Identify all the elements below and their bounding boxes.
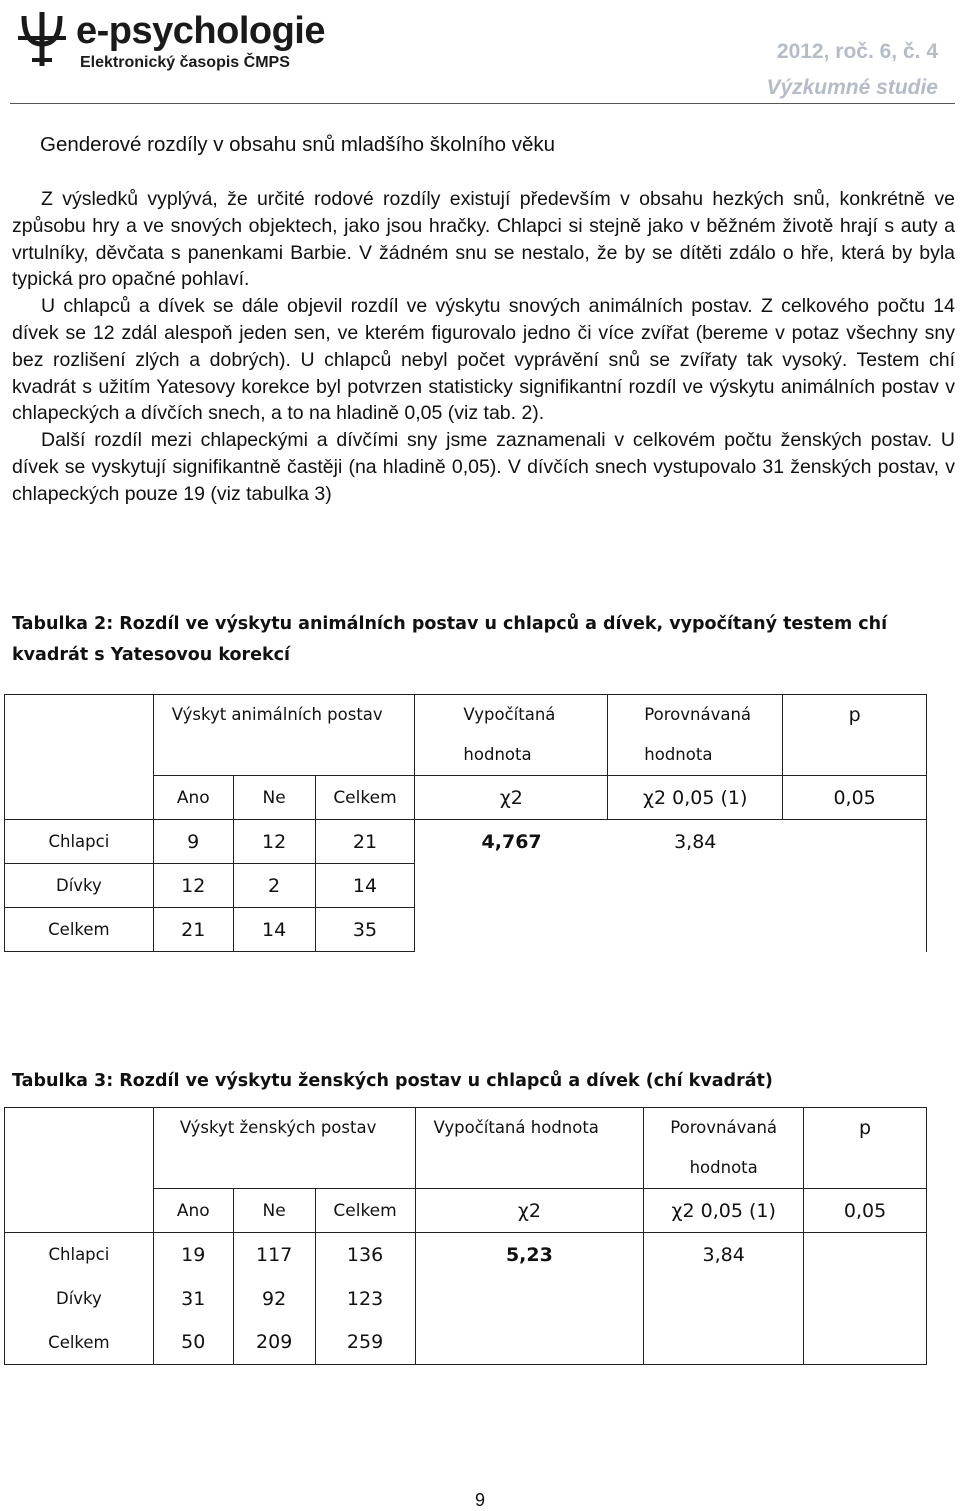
cell-ano: 19	[153, 1233, 233, 1277]
paragraph-2: U chlapců a dívek se dále objevil rozdíl ve výskytu snových animálních postav. Z celkového počtu 14 dívek se 12 zdál alespoň jeden sen, ve kterém figurovalo jedno či více zvířat (bereme v potaz všechny sny bez rozlišení zlých a dobrých). U chlapců nebyl počet vyprávění snů se zvířaty tak vysoký. Testem chí kvadrát s užitím Yatesovy korekce byl potvrzen statisticky signifikantní rozdíl ve výskytu animálních postav v chlapeckých a dívčích snech, a to na hladině 0,05 (viz tab. 2).	[12, 295, 955, 425]
section-heading: Genderové rozdíly v obsahu snů mladšího školního věku	[40, 133, 556, 156]
sub-header-p: 0,05	[783, 776, 927, 820]
table-2-caption: Tabulka 2: Rozdíl ve výskytu animálních postav u chlapců a dívek, vypočítaný testem chí kvadrát s Yatesovou korekcí	[12, 614, 888, 665]
table-row	[5, 820, 927, 864]
row-label: Dívky	[5, 1277, 154, 1321]
cell-celkem: 136	[315, 1233, 415, 1277]
table-3-group-header	[153, 1108, 415, 1189]
header-divider	[10, 103, 955, 104]
table-3	[4, 1107, 927, 1365]
logo-title: e-psychologie	[76, 10, 325, 52]
header-text: hodnota	[689, 1158, 758, 1177]
sub-header-chi-crit: χ2 0,05 (1)	[644, 1189, 804, 1233]
table-2-calc-header	[415, 695, 608, 776]
cell-crit: 3,84	[644, 1233, 804, 1365]
table-3-p-header	[804, 1108, 927, 1189]
cell-ano: 31	[153, 1277, 233, 1321]
psi-logo-icon	[14, 8, 70, 68]
cell-celkem: 21	[315, 820, 415, 864]
cell-ne: 14	[233, 908, 315, 952]
issue-info: 2012, roč. 6, č. 4	[776, 40, 938, 63]
cell-celkem: 123	[315, 1277, 415, 1321]
logo-subtitle: Elektronický časopis ČMPS	[80, 54, 290, 71]
sub-header-ne: Ne	[233, 1189, 315, 1233]
cell-ne: 117	[233, 1233, 315, 1277]
cell-ano: 21	[153, 908, 233, 952]
row-label: Chlapci	[5, 1233, 154, 1277]
paragraph-1: Z výsledků vyplývá, že určité rodové rozdíly existují především v obsahu hezkých snů, konkrétně ve způsobu hry a ve snových objektech, jako jsou hračky. Chlapci si stejně jako v běžném životě hrají s auty a vrtulníky, děvčata s panenkami Barbie. V žádném snu se nestalo, že by se dítěti zdálo o hře, která by byla typická pro opačné pohlaví.	[12, 188, 955, 291]
cell-ne: 92	[233, 1277, 315, 1321]
sub-header-ne: Ne	[233, 776, 315, 820]
journal-logo	[14, 8, 359, 72]
table-2-p-header	[783, 695, 927, 776]
table-3-calc-header	[415, 1108, 644, 1189]
cell-ne: 12	[233, 820, 315, 864]
cell-ne: 2	[233, 864, 315, 908]
sub-header-ano: Ano	[153, 776, 233, 820]
article-body	[12, 186, 955, 508]
sub-header-chi: χ2	[415, 1189, 644, 1233]
header-text: Porovnávaná	[644, 705, 752, 724]
cell-p-empty	[783, 820, 927, 952]
cell-ano: 9	[153, 820, 233, 864]
sub-header-chi: χ2	[415, 776, 608, 820]
cell-chi: 4,767	[415, 820, 608, 952]
row-label: Celkem	[5, 1321, 154, 1365]
table-3-compare-header	[644, 1108, 804, 1189]
table-3-caption: Tabulka 3: Rozdíl ve výskytu ženských postav u chlapců a dívek (chí kvadrát)	[12, 1071, 773, 1091]
sub-header-celkem: Celkem	[315, 1189, 415, 1233]
header-text: Výskyt ženských postav	[179, 1118, 377, 1137]
row-label: Chlapci	[5, 820, 154, 864]
paragraph-3: Další rozdíl mezi chlapeckými a dívčími sny jsme zaznamenali v celkovém počtu ženských postav. U dívek se vyskytují signifikantně častěji (na hladině 0,05). V dívčích snech vystupovalo 31 ženských postav, v chlapeckých pouze 19 (viz tabulka 3)	[12, 429, 955, 505]
table-row	[5, 1233, 927, 1277]
cell-celkem: 14	[315, 864, 415, 908]
header-text: Porovnávaná	[670, 1118, 778, 1137]
table-2-group-header	[153, 695, 415, 776]
table-3-corner	[5, 1108, 154, 1233]
page-header	[0, 0, 960, 105]
header-text: p	[848, 704, 861, 726]
page-number: 9	[474, 1490, 485, 1510]
table-2-compare-header	[608, 695, 783, 776]
header-text: Vypočítaná	[463, 705, 556, 724]
cell-chi: 5,23	[415, 1233, 644, 1365]
cell-crit: 3,84	[608, 820, 783, 952]
sub-header-ano: Ano	[153, 1189, 233, 1233]
cell-ne: 209	[233, 1321, 315, 1365]
header-text: hodnota	[644, 745, 713, 764]
header-text: Výskyt animálních postav	[171, 705, 383, 724]
cell-p-empty	[804, 1233, 927, 1365]
table-2	[4, 694, 927, 952]
row-label: Dívky	[5, 864, 154, 908]
sub-header-celkem: Celkem	[315, 776, 415, 820]
cell-ano: 50	[153, 1321, 233, 1365]
header-text: Vypočítaná hodnota	[433, 1118, 599, 1137]
sub-header-chi-crit: χ2 0,05 (1)	[608, 776, 783, 820]
row-label: Celkem	[5, 908, 154, 952]
header-text: hodnota	[463, 745, 532, 764]
cell-celkem: 35	[315, 908, 415, 952]
cell-celkem: 259	[315, 1321, 415, 1365]
cell-ano: 12	[153, 864, 233, 908]
sub-header-p: 0,05	[804, 1189, 927, 1233]
header-text: p	[859, 1117, 872, 1139]
section-label: Výzkumné studie	[766, 76, 938, 99]
table-2-corner	[5, 695, 154, 820]
